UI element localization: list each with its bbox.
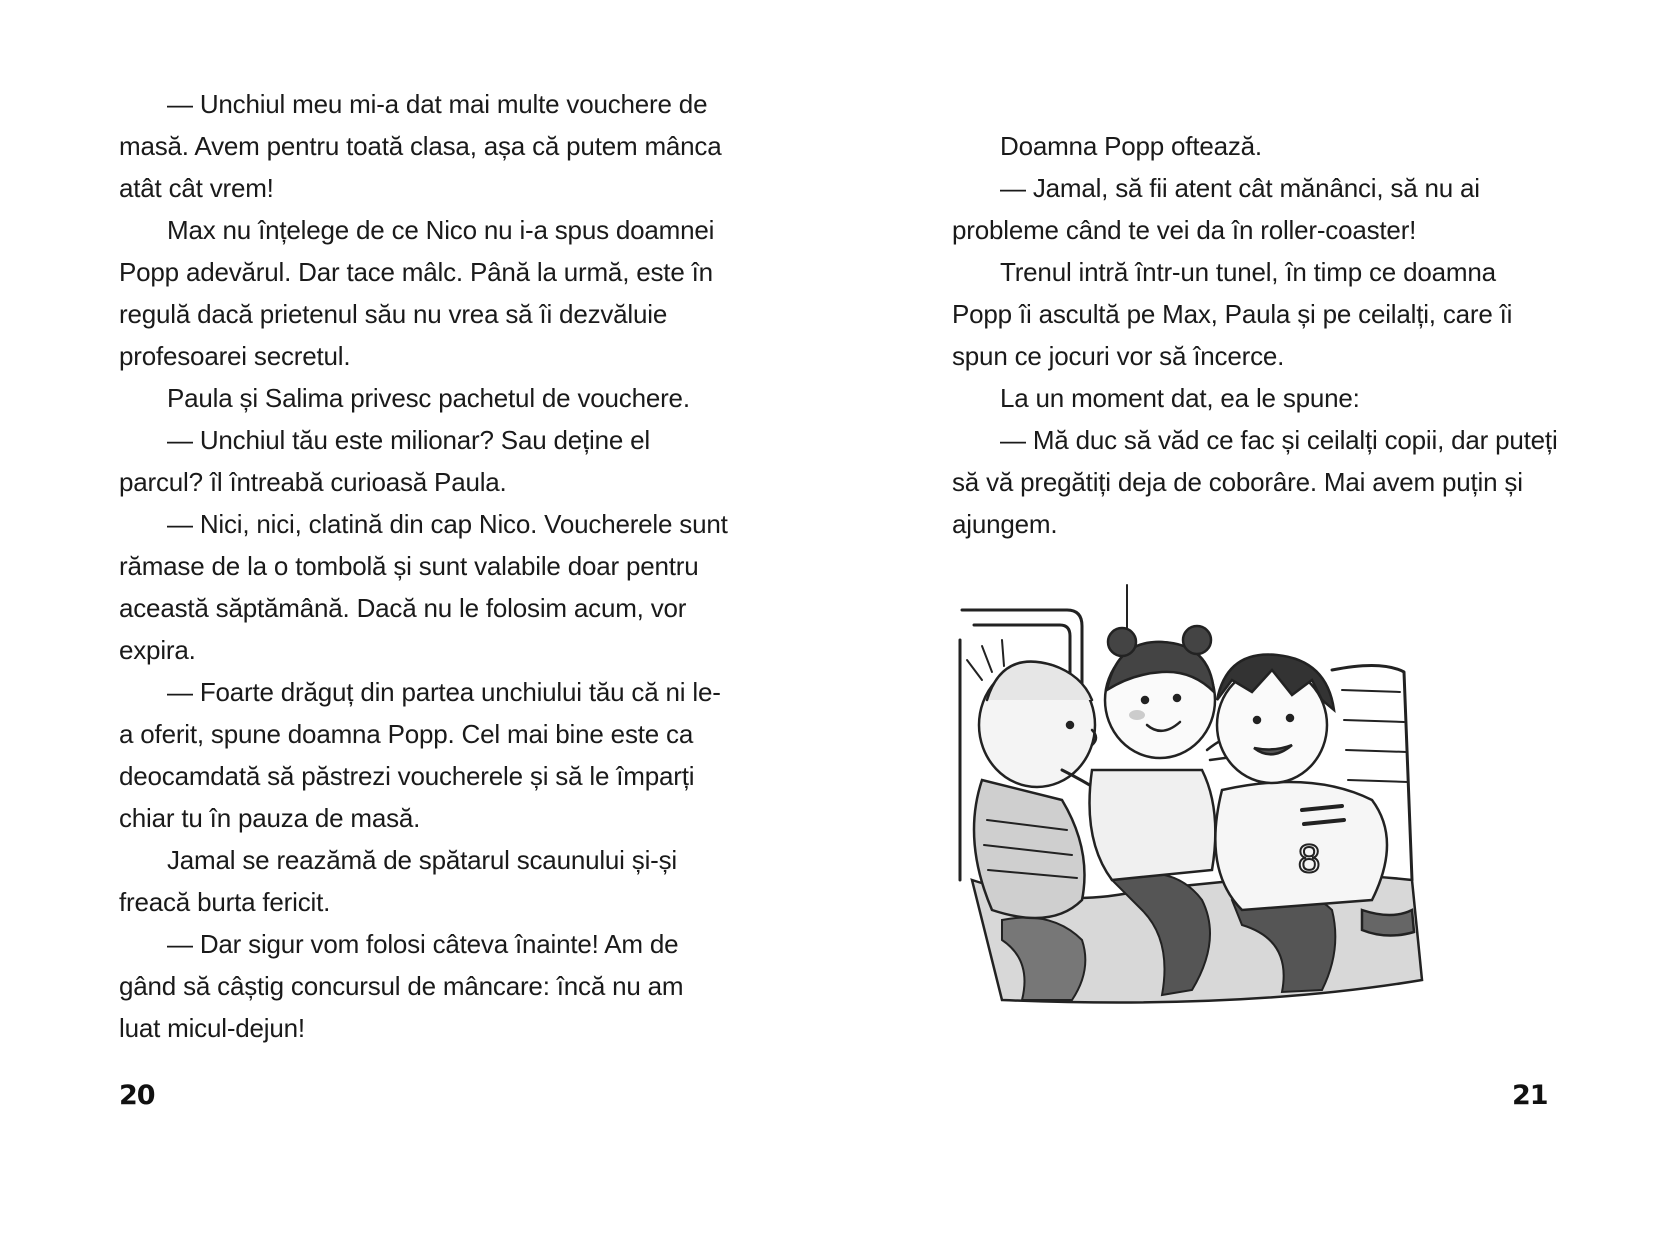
right-page-text: [952, 125, 1562, 545]
shirt-number: 8: [1298, 837, 1321, 881]
paragraph: — Mă duc să văd ce fac și ceilalți copii, dar puteți să vă pregătiți deja de coborâre. Mai avem puțin și ajungem.: [952, 425, 1558, 539]
page-number-left: 20: [119, 1080, 155, 1111]
illustration-drawing: [942, 580, 1462, 1030]
paragraph: — Unchiul meu mi-a dat mai multe vouchere de masă. Avem pentru toată clasa, așa că putem mânca atât cât vrem!: [119, 89, 722, 203]
paragraph: Max nu înțelege de ce Nico nu i-a spus doamnei Popp adevărul. Dar tace mâlc. Până la urmă, este în regulă dacă prietenul său nu vrea să îi dezvăluie profesoarei secretul.: [119, 215, 715, 371]
paragraph: Doamna Popp oftează.: [1000, 131, 1262, 161]
paragraph: — Unchiul tău este milionar? Sau deține el parcul? îl întreabă curioasă Paula.: [119, 425, 650, 497]
paragraph: — Nici, nici, clatină din cap Nico. Voucherele sunt rămase de la o tombolă și sunt valabile doar pentru această săptămână. Dacă nu le folosim acum, vor expira.: [119, 509, 728, 665]
paragraph: — Jamal, să fii atent cât mănânci, să nu ai probleme când te vei da în roller-coaster!: [952, 173, 1480, 245]
paragraph: Jamal se reazămă de spătarul scaunului și-și freacă burta fericit.: [119, 845, 677, 917]
right-page: [827, 0, 1654, 1240]
children-on-train-illustration: [942, 580, 1462, 1030]
paragraph: Paula și Salima privesc pachetul de vouchere.: [167, 383, 690, 413]
page-number-right: 21: [1512, 1080, 1548, 1111]
paragraph: Trenul intră într-un tunel, în timp ce doamna Popp îi ascultă pe Max, Paula și pe ceilalți, care îi spun ce jocuri vor să încerce.: [952, 257, 1513, 371]
paragraph: La un moment dat, ea le spune:: [1000, 383, 1360, 413]
paragraph: — Foarte drăguț din partea unchiului tău că ni le-a oferit, spune doamna Popp. Cel mai bine este ca deocamdată să păstrezi voucherele și să le împarți chiar tu în pauza de masă.: [119, 677, 721, 833]
paragraph: — Dar sigur vom folosi câteva înainte! Am de gând să câștig concursul de mâncare: încă nu am luat micul-dejun!: [119, 929, 684, 1043]
left-page-text: [119, 83, 729, 1049]
